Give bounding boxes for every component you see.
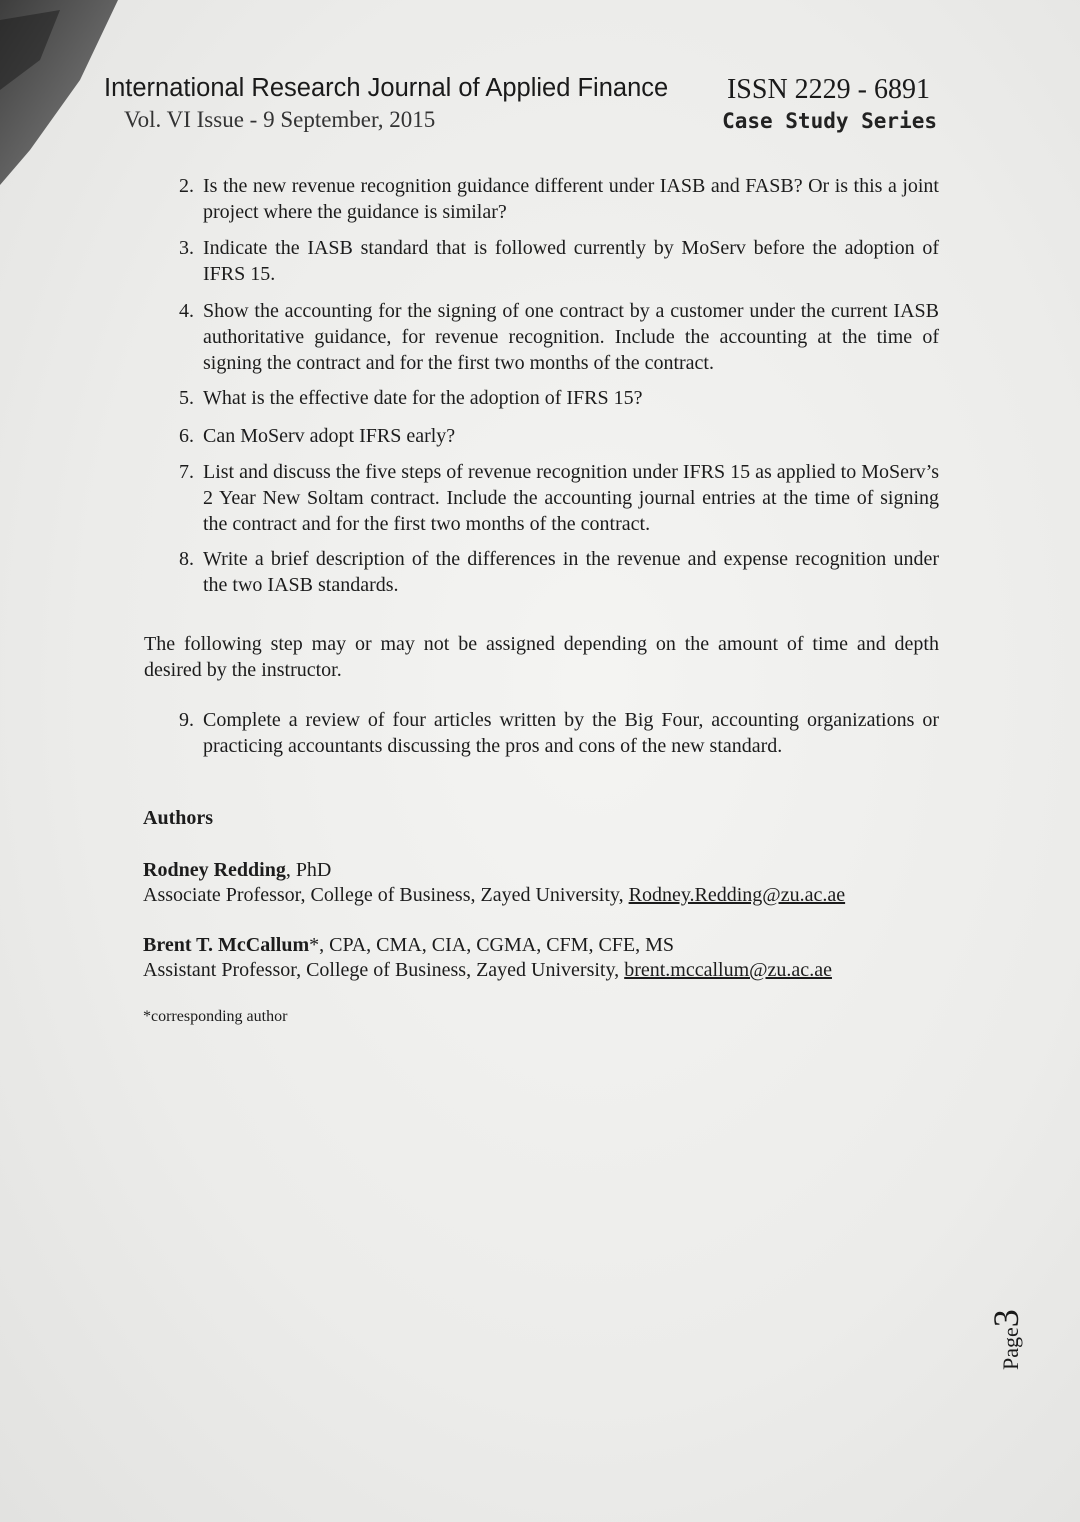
journal-title: International Research Journal of Applied Finance xyxy=(104,74,669,102)
author-credentials: , PhD xyxy=(285,859,332,881)
page-label: Page xyxy=(998,1327,1023,1370)
question-number: 6. xyxy=(179,425,194,447)
author-email-link[interactable]: Rodney.Redding@zu.ac.ae xyxy=(628,884,846,906)
question-number: 2. xyxy=(179,175,194,197)
series-label: Case Study Series xyxy=(722,109,937,133)
optional-step-note: The following step may or may not be assigned depending on the amount of time and depth desired by the instructor. xyxy=(144,633,939,681)
author-name: Rodney Redding xyxy=(143,859,286,881)
page-number-value: 3 xyxy=(986,1309,1026,1328)
question-text: Write a brief description of the differences in the revenue and expense recognition under the two IASB standards. xyxy=(203,548,939,596)
question-text: List and discuss the five steps of revenue recognition under IFRS 15 as applied to MoServ’s 2 Year New Soltam contract. Include the accounting journal entries at the time of signing the contract and for the first two months of the contract. xyxy=(203,461,939,535)
question-number: 4. xyxy=(179,300,194,322)
question-text: Can MoServ adopt IFRS early? xyxy=(203,425,456,447)
question-text: Complete a review of four articles written by the Big Four, accounting organizations or practicing accountants discussing the pros and cons of the new standard. xyxy=(203,709,939,757)
question-text: Is the new revenue recognition guidance different under IASB and FASB? Or is this a joint project where the guidance is similar? xyxy=(203,175,939,223)
authors-heading: Authors xyxy=(143,807,214,829)
volume-issue: Vol. VI Issue - 9 September, 2015 xyxy=(124,107,436,132)
author-position: Assistant Professor, College of Business, Zayed University, xyxy=(143,959,625,981)
question-text: Indicate the IASB standard that is followed currently by MoServ before the adoption of IFRS 15. xyxy=(203,237,939,285)
author-name-line xyxy=(143,857,331,883)
corresponding-author-note: *corresponding author xyxy=(143,1008,288,1025)
issn: ISSN 2229 - 6891 xyxy=(726,74,930,105)
question-text: Show the accounting for the signing of one contract by a customer under the current IASB authoritative guidance, for revenue recognition. Include the accounting at the time of signing the contract and for the first two months of the contract. xyxy=(203,300,939,374)
question-number: 3. xyxy=(179,237,194,259)
question-number: 9. xyxy=(179,709,194,731)
question-number: 5. xyxy=(179,387,194,409)
page-number xyxy=(985,1290,1025,1370)
author-position-line xyxy=(143,957,832,983)
author-email-link[interactable]: brent.mccallum@zu.ac.ae xyxy=(624,959,832,981)
author-credentials: *, CPA, CMA, CIA, CGMA, CFM, CFE, MS xyxy=(309,934,675,956)
author-name-line xyxy=(143,932,674,958)
question-number: 7. xyxy=(179,461,194,483)
author-position-line xyxy=(143,882,845,908)
question-number: 8. xyxy=(179,548,194,570)
author-position: Associate Professor, College of Business, Zayed University, xyxy=(143,884,629,906)
author-name: Brent T. McCallum xyxy=(143,934,310,956)
question-text: What is the effective date for the adoption of IFRS 15? xyxy=(203,387,643,409)
